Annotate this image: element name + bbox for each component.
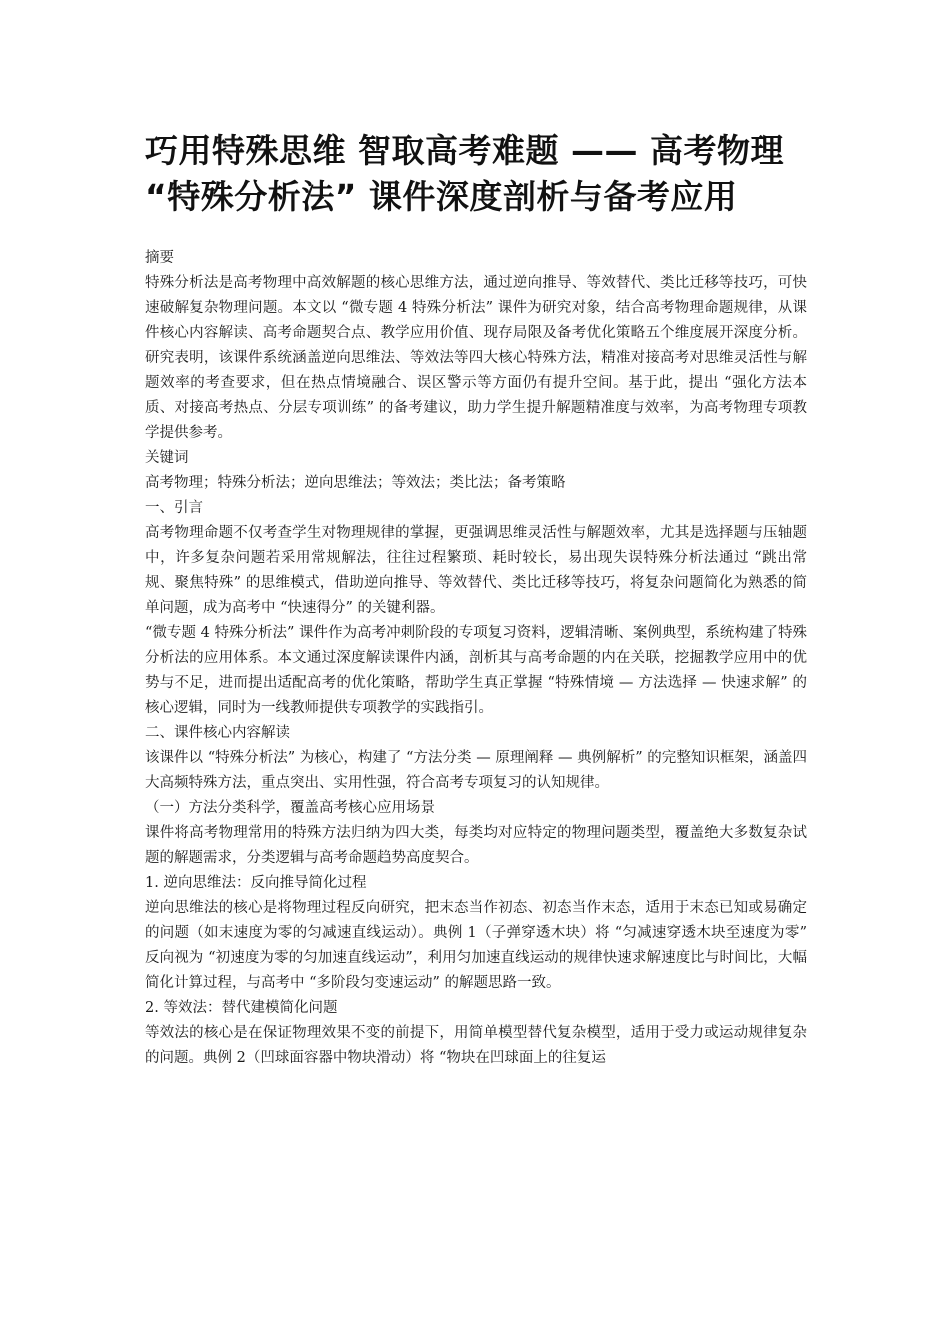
section-heading-introduction: 一、引言 xyxy=(145,500,203,516)
introduction-paragraph-1: 高考物理命题不仅考查学生对物理规律的掌握，更强调思维灵活性与解题效率，尤其是选择题与压轴题中，许多复杂问题若采用常规解法，往往过程繁琐、耗时较长，易出现失误特殊分析法通过 “跳出常规、聚焦特殊” 的思维模式，借助逆向推导、等效替代、类比迁移等技巧，将复杂问题简化为熟悉的简单问题，成为高考中 “快速得分” 的关键利器。 xyxy=(145,525,807,616)
core-content-paragraph: 该课件以 “特殊分析法” 为核心，构建了 “方法分类 — 原理阐释 — 典例解析” 的完整知识框架，涵盖四大高频特殊方法，重点突出、实用性强，符合高考专项复习的认知规律。 xyxy=(145,750,807,791)
subsection-heading-method-classification: （一）方法分类科学，覆盖高考核心应用场景 xyxy=(145,800,435,816)
abstract-heading: 摘要 xyxy=(145,250,174,266)
method-heading-reverse-thinking: 1. 逆向思维法：反向推导简化过程 xyxy=(145,875,367,891)
method-classification-paragraph: 课件将高考物理常用的特殊方法归纳为四大类，每类均对应特定的物理问题类型，覆盖绝大多数复杂试题的解题需求，分类逻辑与高考命题趋势高度契合。 xyxy=(145,825,807,866)
reverse-thinking-paragraph: 逆向思维法的核心是将物理过程反向研究，把末态当作初态、初态当作末态，适用于末态已知或易确定的问题（如末速度为零的匀减速直线运动）。典例 1（子弹穿透木块）将 “匀减速穿透木块至速度为零” 反向视为 “初速度为零的匀加速直线运动”，利用匀加速直线运动的规律快速求解速度比与时间比，大幅简化计算过程，与高考中 “多阶段匀变速运动” 的解题思路一致。 xyxy=(145,900,807,991)
keywords-text: 高考物理；特殊分析法；逆向思维法；等效法；类比法；备考策略 xyxy=(145,475,566,491)
section-heading-core-content: 二、课件核心内容解读 xyxy=(145,725,290,741)
document-title: 巧用特殊思维 智取高考难题 —— 高考物理 “特殊分析法” 课件深度剖析与备考应用 xyxy=(145,131,784,216)
method-heading-equivalence: 2. 等效法：替代建模简化问题 xyxy=(145,1000,338,1016)
introduction-paragraph-2: “微专题 4 特殊分析法” 课件作为高考冲刺阶段的专项复习资料，逻辑清晰、案例典型，系统构建了特殊分析法的应用体系。本文通过深度解读课件内涵，剖析其与高考命题的内在关联，挖掘教学应用中的优势与不足，进而提出适配高考的优化策略，帮助学生真正掌握 “特殊情境 — 方法选择 — 快速求解” 的核心逻辑，同时为一线教师提供专项教学的实践指引。 xyxy=(145,625,807,716)
keywords-heading: 关键词 xyxy=(145,450,189,466)
equivalence-paragraph: 等效法的核心是在保证物理效果不变的前提下，用简单模型替代复杂模型，适用于受力或运动规律复杂的问题。典例 2（凹球面容器中物块滑动）将 “物块在凹球面上的往复运 xyxy=(145,1025,807,1066)
document-page xyxy=(145,128,807,1071)
abstract-text: 特殊分析法是高考物理中高效解题的核心思维方法，通过逆向推导、等效替代、类比迁移等技巧，可快速破解复杂物理问题。本文以 “微专题 4 特殊分析法” 课件为研究对象，结合高考物理命题规律，从课件核心内容解读、高考命题契合点、教学应用价值、现存局限及备考优化策略五个维度展开深度分析。研究表明，该课件系统涵盖逆向思维法、等效法等四大核心特殊方法，精准对接高考对思维灵活性与解题效率的考查要求，但在热点情境融合、误区警示等方面仍有提升空间。基于此，提出 “强化方法本质、对接高考热点、分层专项训练” 的备考建议，助力学生提升解题精准度与效率，为高考物理专项教学提供参考。 xyxy=(145,275,807,441)
